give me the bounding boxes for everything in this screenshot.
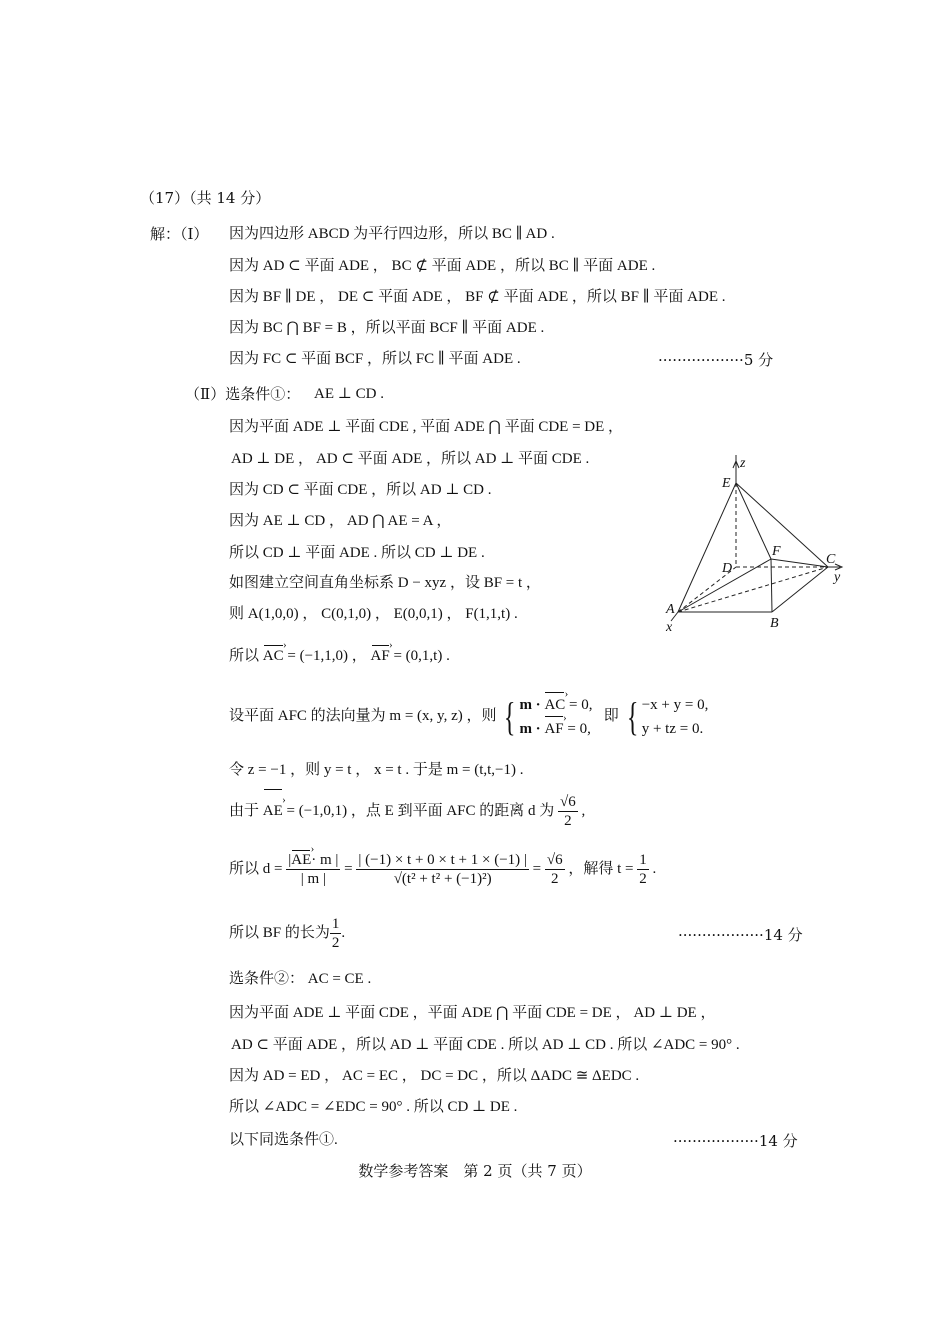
- edge-fc: [771, 559, 828, 567]
- part3-points: ··················14 分: [673, 1132, 798, 1150]
- part1-line: 因为四边形 ABCD 为平行四边形，所以 BC ∥ AD .: [229, 226, 555, 242]
- edge-ac: [678, 567, 828, 612]
- part1-line: 因为 FC ⊂ 平面 BCF ，所以 FC ∥ 平面 ADE .: [229, 351, 521, 367]
- label-c: C: [826, 552, 836, 567]
- vector-af: AF ›: [371, 646, 390, 666]
- bf-length-line: 所以 BF 的长为 $\frac{1}{2}$ .: [229, 916, 346, 952]
- part3-line: 所以 ∠ADC = ∠EDC = 90° . 所以 CD ⊥ DE .: [229, 1099, 518, 1115]
- normal-vector-line: 设平面 AFC 的法向量为 m = (x, y, z) ，则 { m · AC › = 0, m · AF › = 0, 即 { −x + y = 0, y + tz = 0.: [229, 690, 708, 742]
- part2-line: AD ⊥ DE ， AD ⊂ 平面 ADE ，所以 AD ⊥ 平面 CDE .: [231, 451, 590, 467]
- let-line: 令 z = −1 ，则 y = t ， x = t . 于是 m = (t,t,−1) .: [229, 762, 524, 778]
- part1-label: 解：（Ⅰ）: [150, 225, 209, 243]
- part1-line: 因为 BC ⋂ BF = B ，所以平面 BCF ∥ 平面 ADE .: [229, 320, 545, 336]
- part3-line: 因为 AD = ED ， AC = EC ， DC = DC ，所以 ΔADC ≅ ΔEDC .: [229, 1068, 640, 1084]
- label-b: B: [770, 616, 779, 631]
- label-e: E: [722, 476, 731, 491]
- part2-condition: AE ⊥ CD .: [314, 386, 384, 402]
- part2-label: （Ⅱ）选条件①：: [185, 385, 301, 403]
- label-d: D: [722, 561, 733, 576]
- part1-points: ··················5 分: [658, 351, 774, 369]
- part2-points: ··················14 分: [678, 926, 803, 944]
- label-f: F: [772, 544, 781, 559]
- edge-ea: [678, 483, 736, 612]
- vector-line: 所以 AC › = (−1,1,0) ， AF › = (0,1,t) .: [229, 646, 450, 666]
- page-footer: 数学参考答案 第 2 页（共 7 页）: [358, 1162, 592, 1180]
- part3-line: 因为平面 ADE ⊥ 平面 CDE ，平面 ADE ⋂ 平面 CDE = DE ， AD ⊥ DE ，: [229, 1005, 716, 1021]
- part2-line: 所以 CD ⊥ 平面 ADE . 所以 CD ⊥ DE .: [229, 545, 485, 561]
- part1-line: 因为 AD ⊂ 平面 ADE ， BC ⊄ 平面 ADE ，所以 BC ∥ 平面 ADE .: [229, 258, 656, 274]
- vector-ac: AC ›: [263, 646, 284, 666]
- label-z: z: [740, 456, 746, 471]
- edge-ec: [736, 483, 828, 567]
- part2-line: 因为 AE ⊥ CD ， AD ⋂ AE = A ，: [229, 513, 452, 529]
- problem-header: （17）（共 14 分）: [140, 189, 271, 207]
- label-x: x: [666, 620, 673, 635]
- distance-line: 由于 AE › = (−1,0,1) ，点 E 到平面 AFC 的距离 d 为 $\frac{√6}{2}$ ,: [229, 790, 585, 832]
- part3-label: 选条件②： AC = CE .: [229, 971, 372, 987]
- part2-line: 则 A(1,0,0) ， C(0,1,0) ， E(0,0,1) ， F(1,1,t) .: [229, 606, 518, 622]
- part2-line: 如图建立空间直角坐标系 D − xyz ，设 BF = t ，: [229, 575, 541, 591]
- label-a: A: [666, 602, 675, 617]
- part2-line: 因为 CD ⊂ 平面 CDE ，所以 AD ⊥ CD .: [229, 482, 492, 498]
- edge-ef: [736, 483, 771, 559]
- edge-bc: [772, 567, 828, 612]
- geometry-figure: [660, 455, 860, 645]
- label-y: y: [834, 570, 841, 585]
- part1-line: 因为 BF ∥ DE ， DE ⊂ 平面 ADE ， BF ⊄ 平面 ADE ，所以 BF ∥ 平面 ADE .: [229, 289, 726, 305]
- part2-line: 因为平面 ADE ⊥ 平面 CDE , 平面 ADE ⋂ 平面 CDE = DE ，: [229, 419, 624, 435]
- part3-line: 以下同选条件①.: [229, 1132, 338, 1148]
- part3-line: AD ⊂ 平面 ADE ，所以 AD ⊥ 平面 CDE . 所以 AD ⊥ CD . 所以 ∠ADC = 90° .: [231, 1037, 740, 1053]
- distance-calc: 所以 d = $\frac{|AE ›\cdot m |}{| m |}$ = $\frac{| (-1) \times t + 0 \times t + 1 \times (-1) |}{\text{√(t² + t² + (−1)²)}}$ = $\frac{√6}{2}$ ，解得 t = $\frac{1}{2}$ .: [229, 846, 656, 892]
